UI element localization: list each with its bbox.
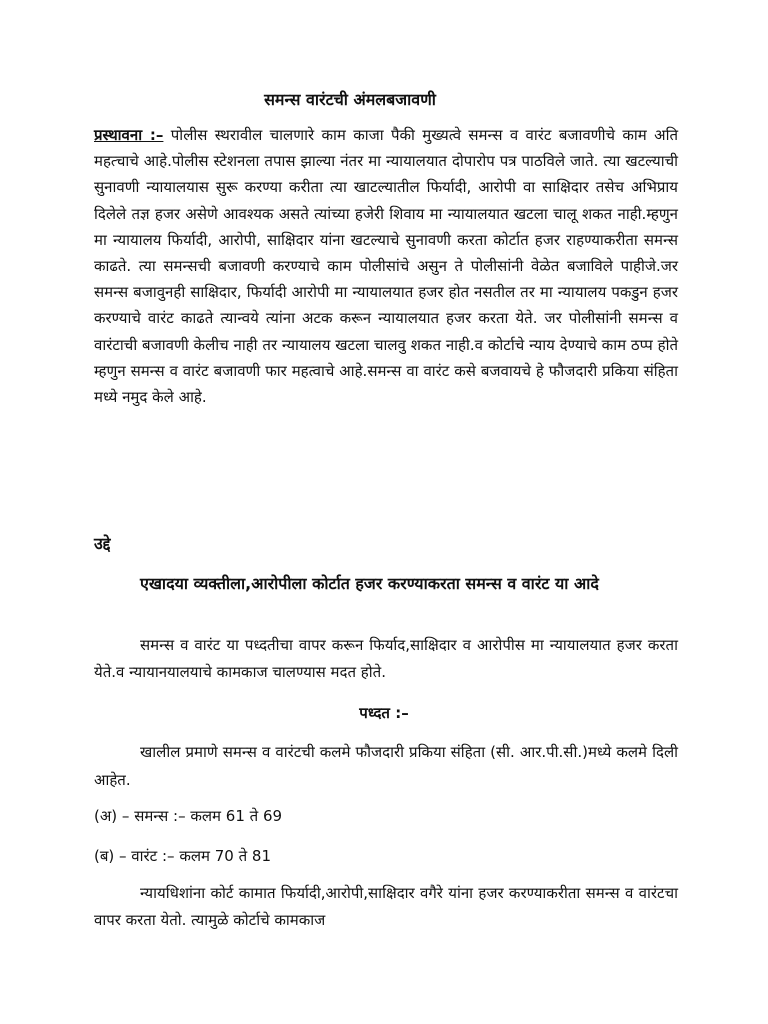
- judges-usage-paragraph: न्यायधिशांना कोर्ट कामात फिर्यादी,आरोपी,साक्षिदार वगैरे यांना हजर करण्याकरीता समन्स व वारंटचा वापर करता येतो. त्यामुळे कोर्टाचे कामकाज: [94, 884, 678, 929]
- summons-sections-item: (अ) – समन्स :– कलम 61 ते 69: [94, 807, 283, 825]
- intro-text: पोलीस स्थरावील चालणारे काम काजा पैकी मुख्यत्वे समन्स व वारंट बजावणीचे काम अति महत्चाचे आहे.पोलीस स्टेशनला तपास झाल्या नंतर मा न्यायालयात दोपारोप पत्र पाठविले जाते. त्या खटल्याची सुनावणी न्यायालयास सुरू करण्या करीता त्या खाटल्यातील फिर्यादी, आरोपी वा साक्षिदार तसेच अभिप्राय दिलेले तज्ञ हजर असेणे आवश्यक असते त्यांच्या हजेरी शिवाय मा न्यायालयात खटला चालू शकत नाही.म्हणुन मा न्यायालय फिर्यादी, आरोपी, साक्षिदार यांना खटल्याचे सुनावणी करता कोर्टात हजर राहण्याकरीता समन्स काढते. त्या समन्सची बजावणी करण्याचे काम पोलीसांचे असुन ते पोलीसांनी वेळेत बजाविले पाहीजे.जर समन्स बजावुनही साक्षिदार, फिर्यादी आरोपी मा न्यायालयात हजर होत नसतील तर मा न्यायालय पकडुन हजर करण्याचे वारंट काढते त्यान्वये त्यांना अटक करून न्यायालयात हजर करता येते. जर पोलीसांनी समन्स व वारंटाची बजावणी केलीच नाही तर न्यायालय खटला चालवु शकत नाही.व कोर्टाचे न्याय देण्याचे काम ठप्प होते म्हणुन समन्स व वारंट बजावणी फार महत्वाचे आहे.समन्स वा वारंट कसे बजवायचे हे फौजदारी प्रकिया संहिता मध्ये नमुद केले आहे.: [94, 126, 679, 407]
- document-title: समन्स वारंटची अंमलबजावणी: [264, 90, 436, 109]
- sections-intro-paragraph: खालील प्रमाणे समन्स व वारंटची कलमे फौजदारी प्रकिया संहिता (सी. आर.पी.सी.)मध्ये कलमे दिली आहेत.: [94, 743, 678, 789]
- intro-label: प्रस्थावना :–: [94, 126, 164, 144]
- usage-paragraph: समन्स व वारंट या पध्दतीचा वापर करून फिर्याद,साक्षिदार व आरोपीस मा न्यायालयात हजर करता येते.व न्यायानयालयाचे कामकाज चालण्यास मदत होते.: [94, 636, 678, 681]
- method-heading: पध्दत :–: [359, 704, 409, 722]
- intro-paragraph: [94, 122, 678, 410]
- objective-heading: उद्दे: [94, 534, 111, 553]
- warrant-sections-item: (ब) – वारंट :– कलम 70 ते 81: [94, 847, 272, 865]
- objective-paragraph: एखादया व्यक्तीला,आरोपीला कोर्टात हजर करण्याकरता समन्स व वारंट या आदे: [140, 574, 599, 593]
